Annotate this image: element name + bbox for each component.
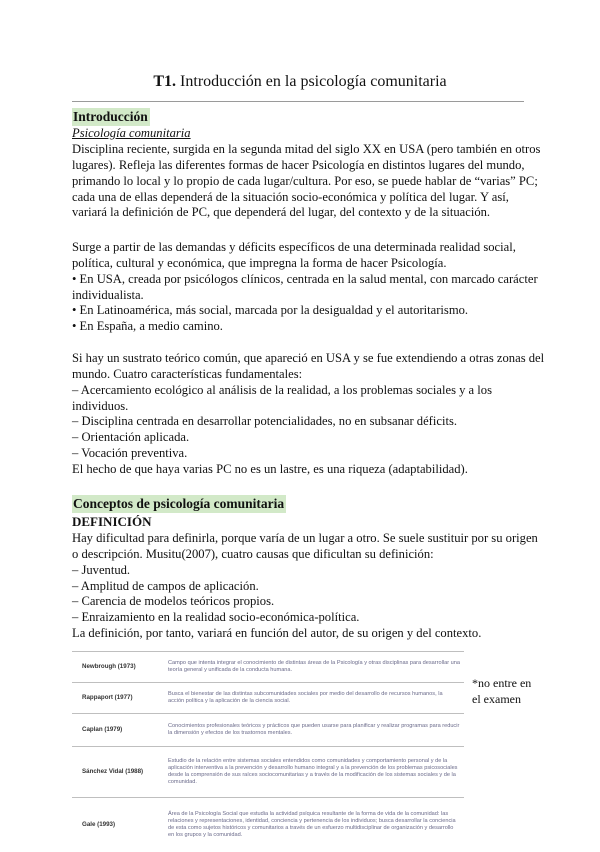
table-cell-author: Rappaport (1977): [72, 683, 164, 714]
table-row: [72, 714, 464, 747]
text-line: individualista.: [72, 288, 532, 304]
text-line: lugares). Refleja las diferentes formas de hacer Psicología en distintos lugares del mundo,: [72, 158, 532, 174]
title-divider: [72, 101, 524, 102]
text-line: política, cultural y económica, que impregna la forma de hacer Psicología.: [72, 256, 532, 272]
table-cell-definition: Estudio de la relación entre sistemas sociales entendidos como comunidades y comportamiento personal y de la aplicación interventiva a la prevención y desarrollo humano integral y a la prevención de los problemas psicosociales desde la comprensión de sus raíces sociocomunitarias y a través de la modificación de los sistemas sociales y de la comunidad.: [164, 747, 464, 798]
table-cell-definition: Conocimientos profesionales teóricos y prácticos que pueden usarse para planificar y realizar programas para reducir la dimensión y efectos de los trastornos mentales.: [164, 714, 464, 747]
text-line: Si hay un sustrato teórico común, que apareció en USA y se fue extendiendo a otras zonas del: [72, 351, 532, 367]
table-cell-definition: Busca el bienestar de las distintas subcomunidades sociales por medio del desarrollo de recursos humanos, la acción política y la aplicación de la ciencia social.: [164, 683, 464, 714]
text-line: mundo. Cuatro características fundamentales:: [72, 367, 532, 383]
text-line: • En España, a medio camino.: [72, 319, 532, 335]
text-line: – Orientación aplicada.: [72, 430, 532, 446]
text-line: – Amplitud de campos de aplicación.: [72, 579, 532, 595]
text-line: primando lo local y lo propio de cada lugar/cultura. Por eso, se puede hablar de “varias” PC;: [72, 174, 532, 190]
subheading-definicion: DEFINICIÓN: [72, 513, 151, 530]
topic-number: T1.: [153, 73, 176, 90]
topic-title: Introducción en la psicología comunitaria: [180, 73, 447, 90]
table-cell-author: Caplan (1979): [72, 714, 164, 747]
table-row: [72, 747, 464, 798]
text-line: Surge a partir de las demandas y déficits específicos de una determinada realidad social,: [72, 240, 532, 256]
text-line: • En Latinoamérica, más social, marcada por la desigualdad y el autoritarismo.: [72, 303, 532, 319]
table-cell-author: Sánchez Vidal (1988): [72, 747, 164, 798]
text-line: Hay dificultad para definirla, porque varía de un lugar a otro. Se suele sustituir por su origen: [72, 531, 532, 547]
text-line: – Juventud.: [72, 563, 532, 579]
text-line: – Carencia de modelos teóricos propios.: [72, 594, 532, 610]
text-line: – Vocación preventiva.: [72, 446, 532, 462]
text-line: – Enraizamiento en la realidad socio-económica-política.: [72, 610, 532, 626]
definitions-table: [72, 651, 464, 852]
paragraph-introduccion-2: [72, 240, 532, 335]
table-cell-author: Newbrough (1973): [72, 652, 164, 683]
table-row: [72, 652, 464, 683]
text-line: El hecho de que haya varias PC no es un lastre, es una riqueza (adaptabilidad).: [72, 462, 532, 478]
text-line: variará la definición de PC, que dependerá del lugar, del contexto y de la situación.: [72, 205, 532, 221]
table-cell-definition: Campo que intenta integrar el conocimiento de distintas áreas de la Psicología y otras disciplinas para desarrollar una teoría general y unificada de la conducta humana.: [164, 652, 464, 683]
subheading-psicologia-comunitaria: Psicología comunitaria: [72, 126, 191, 141]
table-row: [72, 683, 464, 714]
paragraph-introduccion-3: [72, 351, 532, 478]
text-line: – Disciplina centrada en desarrollar potencialidades, no en subsanar déficits.: [72, 414, 532, 430]
paragraph-definicion: [72, 531, 532, 642]
text-line: cada una de ellas dependerá de la situación socio-económica y política del lugar. Y así,: [72, 190, 532, 206]
text-line: individuos.: [72, 399, 532, 415]
text-line: La definición, por tanto, variará en función del autor, de su origen y del contexto.: [72, 626, 532, 642]
section-heading-conceptos: Conceptos de psicología comunitaria: [72, 495, 286, 513]
paragraph-introduccion-1: [72, 142, 532, 221]
table-row: [72, 798, 464, 852]
text-line: Disciplina reciente, surgida en la segunda mitad del siglo XX en USA (pero también en otros: [72, 142, 532, 158]
section-heading-introduccion: Introducción: [72, 108, 150, 126]
margin-note: *no entre en el examen: [472, 676, 532, 707]
text-line: • En USA, creada por psicólogos clínicos, centrada en la salud mental, con marcado carácter: [72, 272, 532, 288]
text-line: – Acercamiento ecológico al análisis de la realidad, a los problemas sociales y a los: [72, 383, 532, 399]
document-title: [0, 73, 600, 91]
text-line: o descripción. Musitu(2007), cuatro causas que dificultan su definición:: [72, 547, 532, 563]
table-cell-author: Gale (1993): [72, 798, 164, 852]
table-cell-definition: Área de la Psicología Social que estudia la actividad psíquica resultante de la forma de vida de la comunidad: las relaciones y representaciones, identidad, conciencia y pertenencia de los individuos; busca desarrollar la conciencia de esta como sujetos históricos y comunitarios a través de un esfuerzo multidisciplinar de organización y desarrollo en los grupos y la comunidad.: [164, 798, 464, 852]
